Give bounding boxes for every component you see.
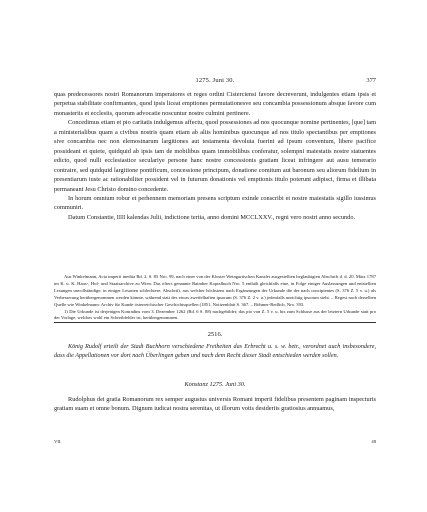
section-divider xyxy=(54,322,376,323)
charter-text xyxy=(54,90,376,222)
page-number: 377 xyxy=(366,77,376,84)
page-footer xyxy=(54,438,376,446)
document-summary xyxy=(54,343,376,361)
body-paragraph: Datum Constantie, IIII kalendas Julii, indictione tertia, anno domini MCCLXXV., regni vero nostri anno secundo. xyxy=(68,213,356,221)
body-paragraph: Rudolphus dei gratia Romanorum rex semper augustus universis Romani imperii fidelibus presentem paginam inspecturis gratiam suam et omne bonum. Dignum iudicat nostra serenitas, ut illorum votis desideriis gratiosius annuamus, xyxy=(54,396,376,413)
source-note: Aus Winkelmann, Acta imperii inedita Bd. 2, S. 85 Nro. 99, nach einer von der Kloster Weingartischen Kanzlei ausgestellten beglaubigten Abschrift d. d. 20. März 1787 im K. u. K. Haus-, Hof- und Staatsarchive zu Wien. Das öfters genannte Baindter Kopialbuch Nro. 5 enthält gleichfalls eine, in Folge einiger Auslassungen und entstellten Lesungen unvollständige, in einiger Lesarten schlechtere, Abschrift, aus welcher höchstens nach Ergänzungen der Urkunde die der nach concipientes (S. 376 Z. 5 v. u.) als Verbesserung herübergenommen werden könnte, während statt des etwas zweifelhaften ipsorum (S. 376 Z. 2 v. u.) jedenfalls unrichtig ipsorum steht. – Regest nach derselben Quelle wie Winkelmann: Archiv für Kunde österreichischer Geschichtsquellen (1851, Notizenblatt S. 367. – Böhmer-Redlich, Nro. 393. xyxy=(54,274,376,307)
summary-paragraph: König Rudolf erteilt der Stadt Buchhorn verschiedene Freiheiten das Erbrecht u. s. w. betr., verordnet auch insbesondere, dass die Appellationen vor dort nach Überlingen gehen und nach dem Recht dieser Stadt entschieden werden sollen. xyxy=(54,344,376,359)
charter-text-2516 xyxy=(54,395,376,414)
running-header xyxy=(54,76,376,86)
signature-mark: VII. xyxy=(54,439,62,444)
header-date: 1275. Juni 30. xyxy=(195,77,235,84)
place-date-line: Konstanz 1275. Juni 30. xyxy=(184,381,246,388)
body-paragraph: quas predecessores nostri Romanorum imperatores et reges ordini Cisterciensi favore decreverunt, indulgentes etiam ipsis et perpetua stabilitate confirmantes, quod ipsis liceat emptiones permutationesve seu concambia possessionum absque favore cum monasteriis et ecclesiis, quorum advocatie noscuntur nostre culmini pertinere. xyxy=(54,91,376,117)
footnote: 1) Die Urkunde ist derjenigen Konradins vom 3. Dezember 1262 (Bd. 6 S. 88) nachgebildet; das pio von Z. 5 v. u. bis zum Schlusse aus der letztern Urkunde statt pro der Vorlage, welches wohl ein Schreibfehler ist, herübergenommen. xyxy=(54,308,376,321)
body-paragraph: Concedimus etiam et pio caritatis indulgemus affectu, quod possessiones ad nos quocunque nomine pertinentes, [que] tam a ministerialibus quam a civibus nostris quam etiam ab aliis hominibus quocunque ad nos titulo spectantibus per emptiones sive concambia nec non elemosinarum largitiones aut testamenta devoluta fuerint ad ipsum conventum, libere pacifice possideant et quiete, quidquid ab ipsis tam de mobilibus quam immobilibus conferatur, solempni maiestatis nostre statuentes edicto, quod nulli ecclesiastice seculariye persone hanc nostre concessionis gratiam liceat infringere aut ausu temerario contraire, sed quidquid largitione pontificum, concessione principum, donatione comitum aut baronum seu aliorum fidelium in presentiarum iuste ac rationabiliter possident vel in futurum donationis vel emptionis titulo poterunt adipisci, firma et illibata permaneant Jesu Christo domino concedente. xyxy=(54,119,376,193)
editorial-notes xyxy=(54,274,376,322)
document-number: 2516. xyxy=(207,331,223,338)
body-paragraph: In horum omnium robur et perhennem memoriam presens scriptum exinde conscribi et nostre maiestatis sigillo iussimus communiri. xyxy=(54,194,376,212)
sheet-number: 48 xyxy=(371,439,376,444)
